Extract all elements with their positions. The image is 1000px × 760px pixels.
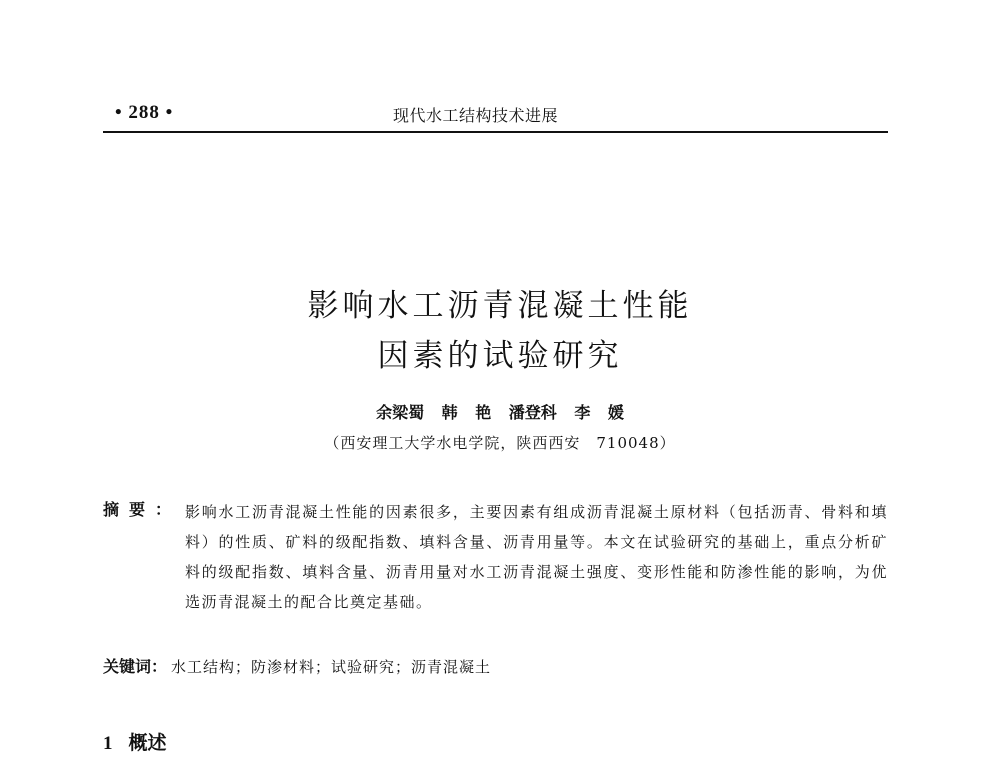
section-number: 1	[103, 733, 113, 754]
running-header	[103, 100, 888, 130]
abstract-label: 摘要：	[103, 500, 182, 519]
page-number: • 288 •	[115, 102, 174, 123]
keywords-values: 水工结构；防渗材料；试验研究；沥青混凝土	[171, 658, 492, 676]
keywords	[103, 654, 893, 677]
keywords-label: 关键词：	[103, 657, 168, 676]
header-rule	[103, 131, 888, 133]
affiliation: （西安理工大学水电学院，陕西西安 710048）	[324, 434, 676, 452]
journal-title: 现代水工结构技术进展	[393, 106, 559, 125]
abstract-text: 影响水工沥青混凝土性能的因素很多，主要因素有组成沥青混凝土原材料（包括沥青、骨料和填料）的性质、矿料的级配指数、填料含量、沥青用量等。本文在试验研究的基础上，重点分析矿料的级配指数、填料含量、沥青用量对水工沥青混凝土强度、变形性能和防渗性能的影响，为优选沥青混凝土的配合比奠定基础。	[185, 503, 888, 611]
article-title-line-2: 因素的试验研究	[377, 338, 623, 374]
section-title: 概述	[128, 732, 167, 754]
section-heading	[103, 728, 167, 755]
authors: 余梁蜀 韩 艳 潘登科 李 媛	[376, 403, 624, 422]
article-title-line-1: 影响水工沥青混凝土性能	[307, 288, 693, 324]
